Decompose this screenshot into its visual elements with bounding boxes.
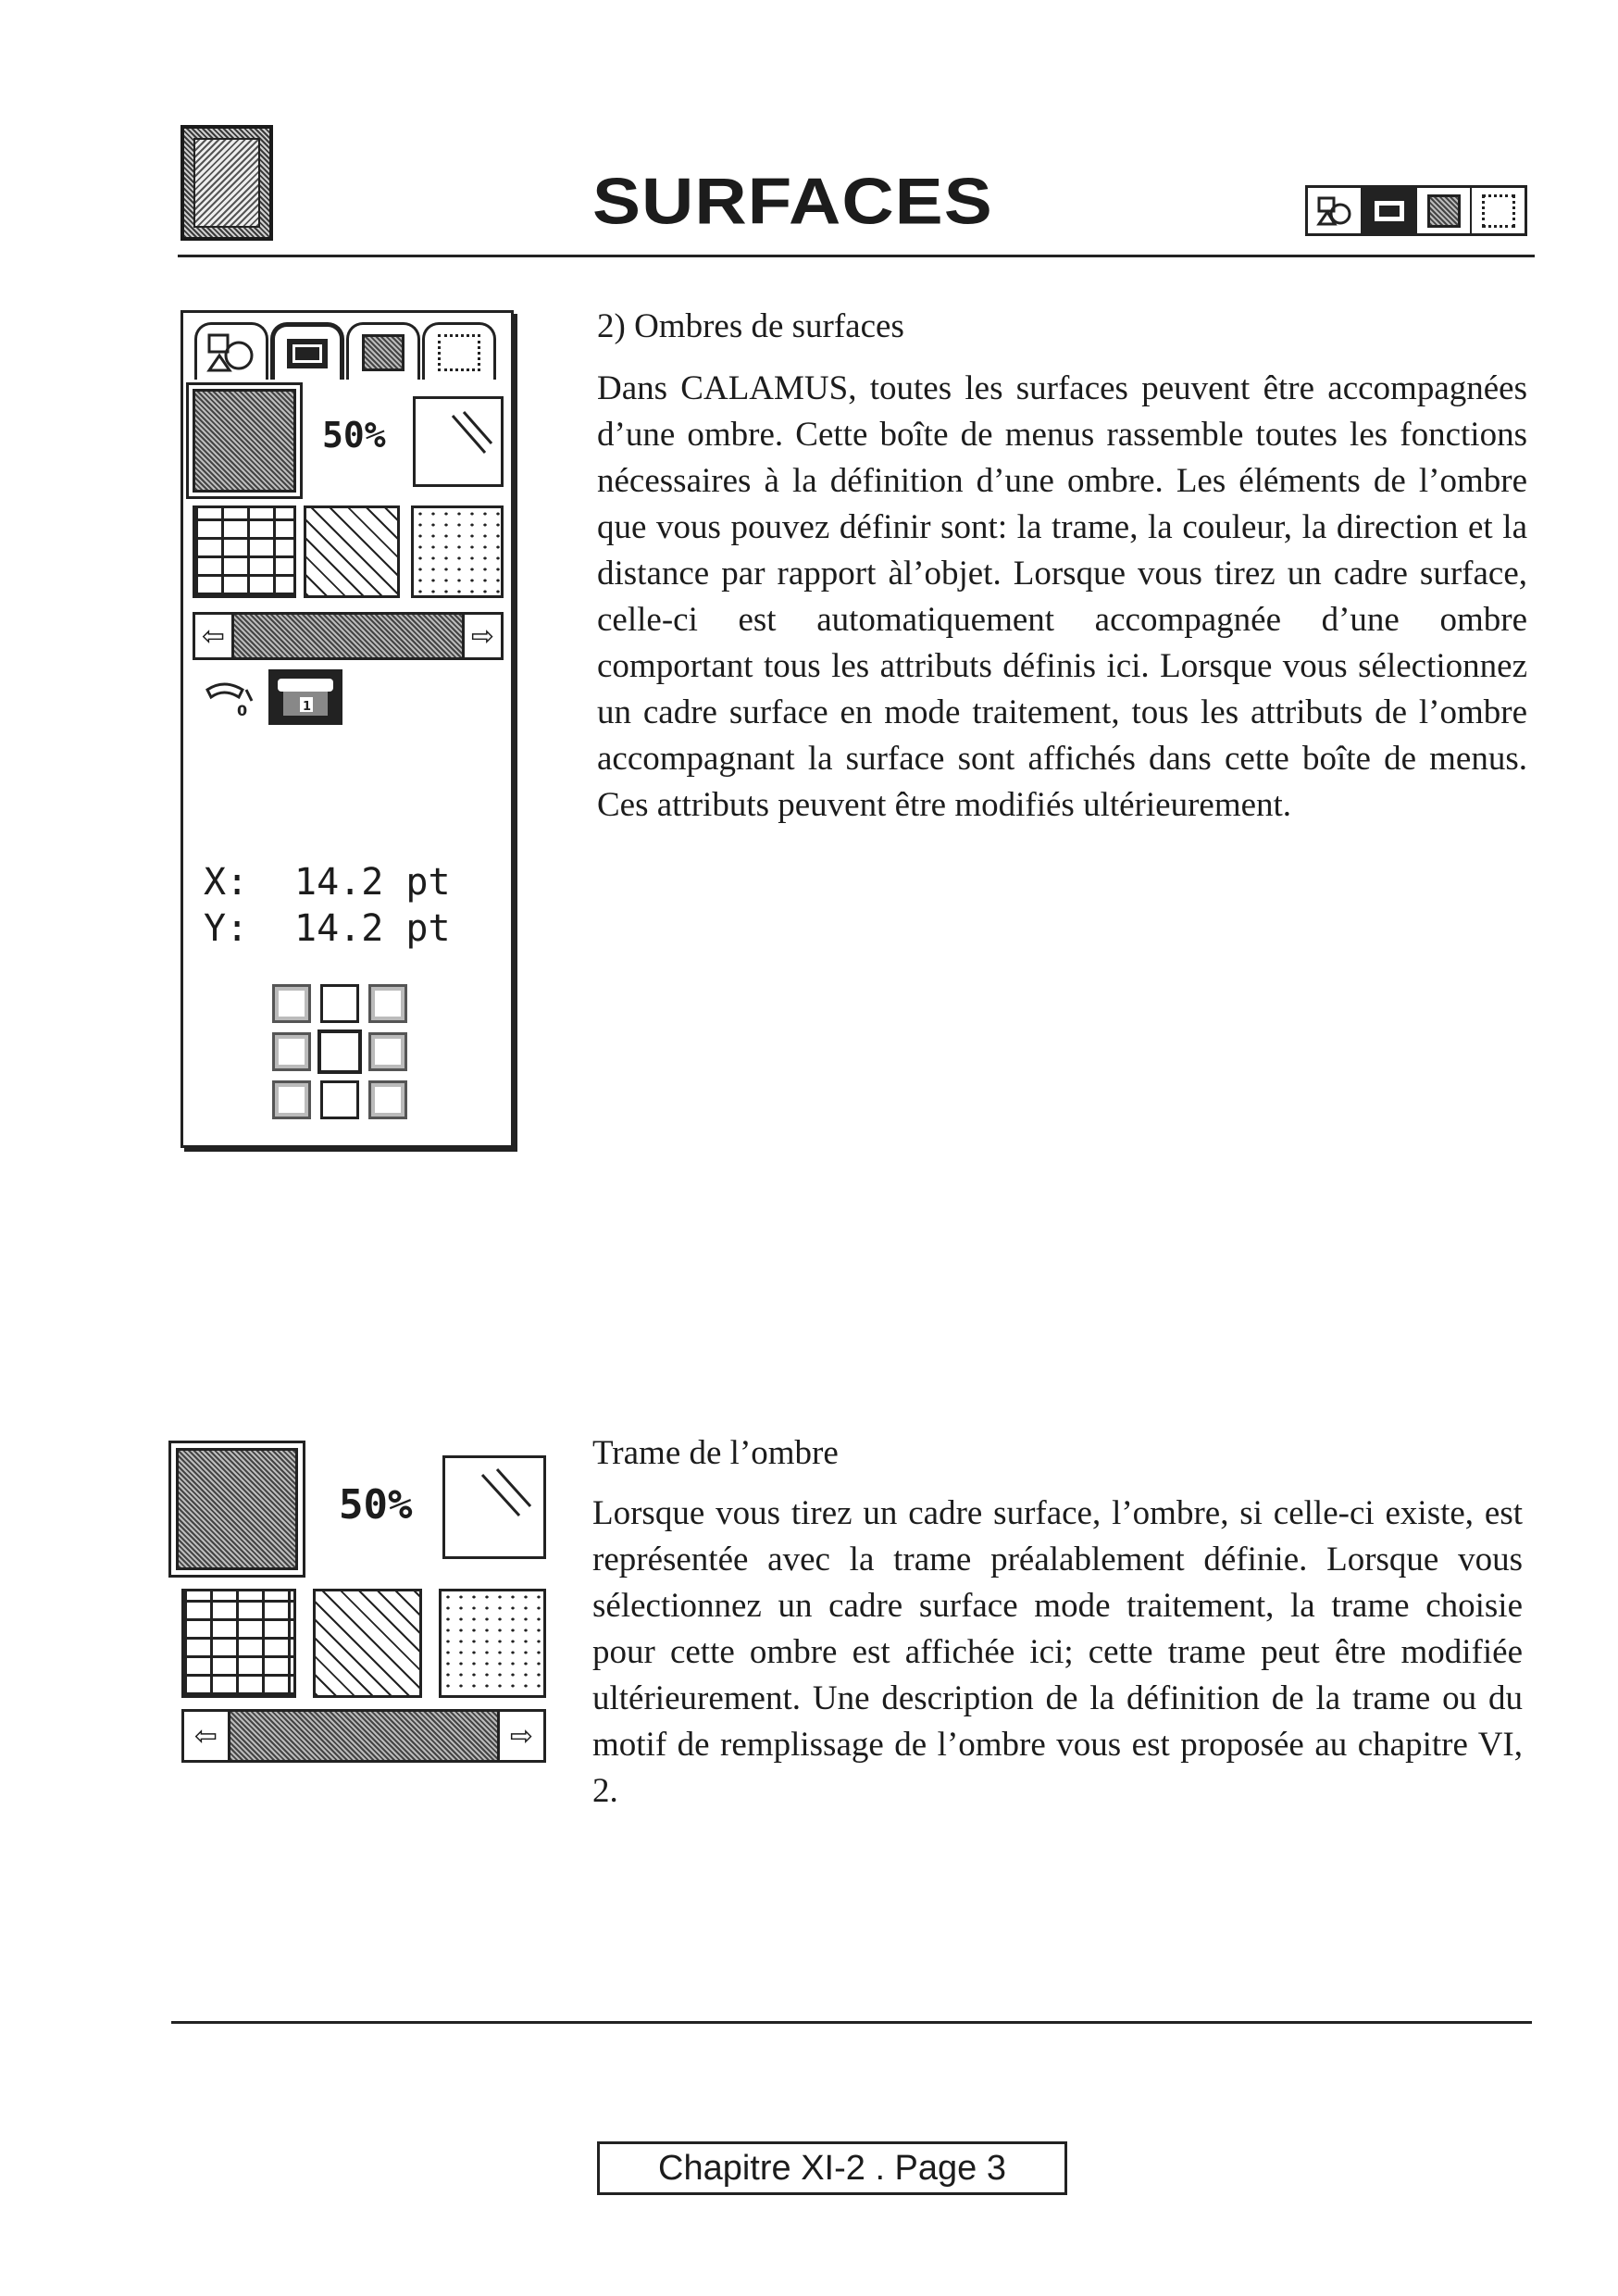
pattern-detail-panel [174, 1444, 554, 1768]
scroll-track-large[interactable] [230, 1712, 497, 1760]
percent-value: 50% [322, 415, 386, 455]
shapes-icon [1308, 188, 1363, 233]
page-footer: Chapitre XI-2 . Page 3 [597, 2141, 1067, 2195]
transparent-swatch[interactable] [413, 396, 504, 487]
direction-bottom-right[interactable] [368, 1080, 407, 1119]
direction-bottom[interactable] [320, 1080, 359, 1119]
y-offset-value[interactable]: 14.2 pt [294, 907, 451, 950]
scroll-right-icon[interactable]: ⇨ [462, 615, 501, 657]
dotted-frame-tab-icon[interactable] [422, 322, 496, 380]
page-title: SURFACES [592, 164, 993, 238]
shadow-dialog-panel [180, 310, 514, 1148]
scroll-left-icon-large[interactable]: ⇦ [184, 1712, 230, 1760]
brick-pattern-swatch-large[interactable] [181, 1589, 296, 1698]
section1-heading: 2) Ombres de surfaces [597, 307, 904, 345]
pattern-icon [1417, 188, 1472, 233]
section1-body: Dans CALAMUS, toutes les surfaces peuvent être accompagnées d’une ombre. Cette boîte de menus rassemble toutes les fonctions nécessaires à la définition d’une ombre. Les éléments de l’ombre que vous pouvez définir sont: la trame, la couleur, la direction et la distance par rapport àl’objet. Lorsque vous tirez un cadre surface, celle-ci est automatiquement accompagnée d’une ombre comportant tous les attributs définis ici. Lorsque vous sélectionnez un cadre surface en mode traitement, tous les attributs de l’ombre accompagnant la surface sont affichés dans cette boîte de menus. Ces attributs peuvent être modifiés ultérieurement. [597, 369, 1527, 824]
shapes-tab-icon[interactable] [194, 322, 268, 380]
pattern-scrollbar-large[interactable] [181, 1709, 546, 1763]
shadow-pattern-swatch[interactable] [193, 389, 296, 493]
hatch-pattern-swatch[interactable] [304, 505, 400, 598]
x-offset-value[interactable]: 14.2 pt [294, 861, 451, 904]
sprinkle-pattern-swatch-large[interactable] [439, 1589, 546, 1698]
section2-heading: Trame de l’ombre [592, 1434, 839, 1472]
direction-bottom-left[interactable] [272, 1080, 311, 1119]
svg-text:1: 1 [303, 700, 312, 714]
section2-body: Lorsque vous tirez un cadre surface, l’ombre, si celle-ci existe, est représentée avec la trame préalablement définie. Lorsque vous sélectionnez un cadre surface mode traitement, la trame choisie pour cette ombre est affichée ici; cette trame peut être modifiée ultérieurement. Une description de la définition de la trame ou du motif de remplissage de l’ombre vous est proposée au chapitre VI, 2. [592, 1494, 1523, 1810]
scroll-left-icon[interactable]: ⇦ [195, 615, 234, 657]
direction-right[interactable] [368, 1032, 407, 1071]
x-offset-label: X: [204, 861, 249, 904]
brick-pattern-swatch[interactable] [193, 505, 296, 598]
direction-top[interactable] [320, 984, 359, 1023]
color-selector-icon[interactable] [268, 669, 342, 725]
scroll-right-icon-large[interactable]: ⇨ [497, 1712, 543, 1760]
sprinkle-pattern-swatch[interactable] [411, 505, 504, 598]
dotted-frame-icon [1472, 188, 1525, 233]
header-rule [178, 255, 1535, 257]
paint-bucket-icon[interactable] [202, 677, 257, 719]
document-pattern-icon [180, 125, 273, 241]
frame-icon [1363, 188, 1417, 233]
direction-left[interactable] [272, 1032, 311, 1071]
direction-center[interactable] [317, 1029, 362, 1074]
y-offset-label: Y: [204, 907, 249, 950]
shadow-pattern-swatch-large[interactable] [176, 1448, 298, 1570]
scroll-track[interactable] [234, 615, 462, 657]
footer-rule [171, 2021, 1532, 2024]
header-tab-icons [1305, 185, 1527, 236]
percent-value-large: 50% [339, 1481, 413, 1529]
svg-text:0: 0 [237, 702, 248, 719]
hatch-pattern-swatch-large[interactable] [313, 1589, 422, 1698]
frame-tab-icon[interactable] [270, 322, 344, 380]
direction-top-right[interactable] [368, 984, 407, 1023]
transparent-swatch-large[interactable] [442, 1455, 546, 1559]
pattern-tab-icon[interactable] [346, 322, 420, 380]
direction-top-left[interactable] [272, 984, 311, 1023]
pattern-scrollbar[interactable] [193, 612, 504, 660]
